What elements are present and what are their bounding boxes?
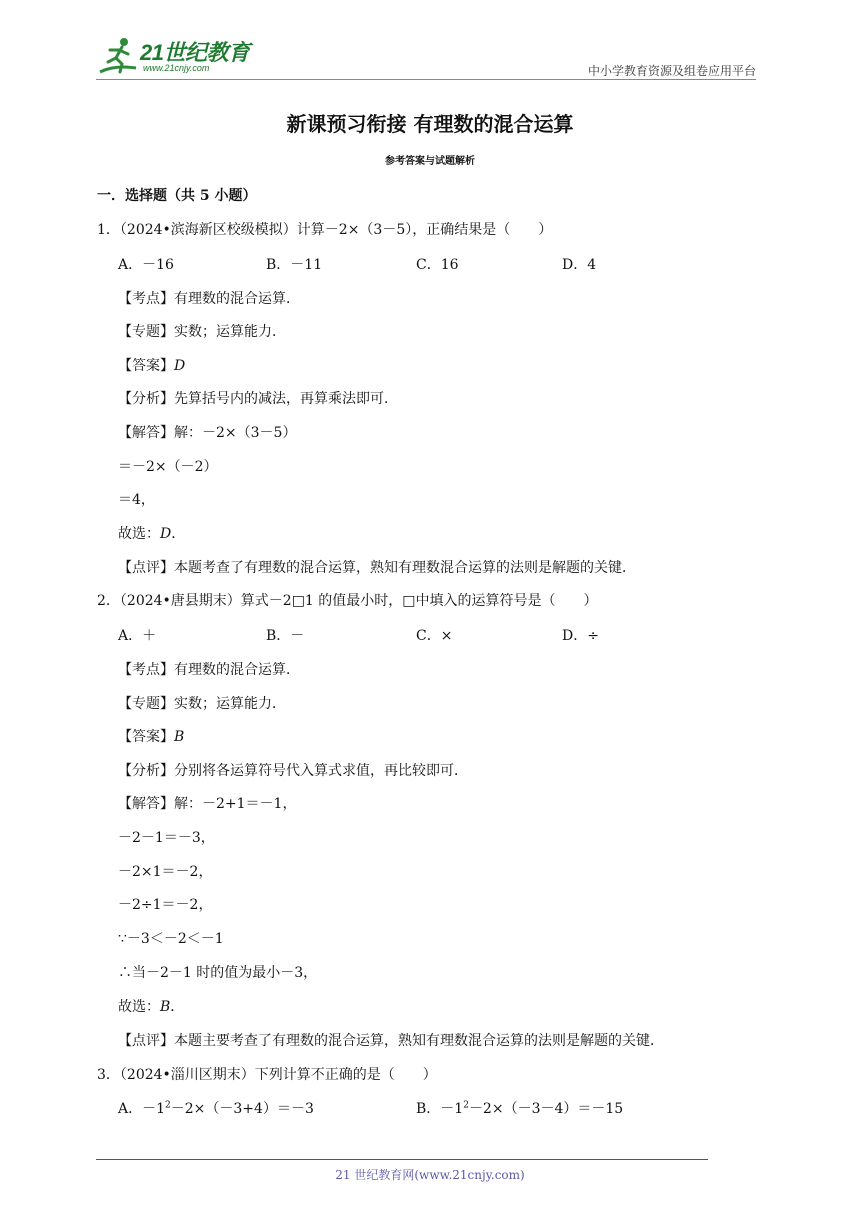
q1-option-a: A．－16 [118,257,174,273]
q1-zhuanti: 【专题】实数；运算能力． [118,324,286,340]
runner-logo-icon [96,34,140,78]
q1-step1: ＝－2×（－2） [118,459,218,475]
q2-choose [118,996,184,1016]
q1-option-d: D．4 [562,257,597,273]
q1-answer [118,355,185,375]
q3-option-b-pre: B．－1 [416,1101,464,1117]
header-platform-text: 中小学教育资源及组卷应用平台 [587,64,756,78]
q2-choose-end: ． [170,999,185,1015]
q3-option-a [118,1098,314,1118]
q1-dianping: 【点评】本题考查了有理数的混合运算，熟知有理数混合运算的法则是解题的关键． [118,560,636,576]
page-title: 新课预习衔接 有理数的混合运算 [286,112,574,136]
q3-option-b-exponent: 2 [463,1100,469,1111]
q1-choose-end: ． [171,526,186,542]
q2-option-b: B．－ [266,628,305,644]
q2-step4: ∵－3＜－2＜－1 [118,931,224,947]
page-subtitle: 参考答案与试题解析 [385,156,475,167]
q2-answer [118,726,184,746]
q1-answer-label: 【答案】 [118,358,174,374]
footer-link[interactable]: 21 世纪教育网(www.21cnjy.com) [335,1168,525,1182]
q3-option-a-exponent: 2 [165,1100,171,1111]
q2-step5: ∴当－2－1 时的值为最小－3， [118,965,318,981]
q2-choose-value: B [160,999,171,1015]
q3-option-b [416,1098,623,1118]
footer-divider [96,1159,708,1160]
q2-answer-label: 【答案】 [118,729,174,745]
q2-stem: 2．（2024•唐县期末）算式－2□1 的值最小时，□中填入的运算符号是（ ） [97,593,598,609]
q1-kaodian: 【考点】有理数的混合运算． [118,291,300,307]
q1-stem: 1．（2024•滨海新区校级模拟）计算－2×（3－5），正确结果是（ ） [97,222,553,238]
q3-stem: 3．（2024•淄川区期末）下列计算不正确的是（ ） [97,1067,437,1083]
q2-step1: －2－1＝－3， [118,830,215,846]
q2-zhuanti: 【专题】实数；运算能力． [118,696,286,712]
q2-jieda: 【解答】解：－2+1＝－1， [118,796,297,812]
q2-option-d: D．÷ [562,628,599,644]
q3-option-b-post: －2×（－3－4）＝－15 [468,1101,624,1117]
logo-url: www.21cnjy.com [143,63,210,73]
q3-option-a-post: －2×（－3+4）＝－3 [170,1101,314,1117]
q3-option-a-pre: A．－1 [118,1101,166,1117]
q2-step3: －2÷1＝－2， [118,897,213,913]
q2-choose-label: 故选： [118,999,160,1015]
q1-choose-label: 故选： [118,526,160,542]
q2-fenxi: 【分析】分别将各运算符号代入算式求值，再比较即可． [118,763,468,779]
q2-option-c: C．× [416,628,453,644]
header-divider [96,79,756,80]
site-logo [96,34,266,78]
q1-step2: ＝4， [118,492,155,508]
q2-dianping: 【点评】本题主要考查了有理数的混合运算，熟知有理数混合运算的法则是解题的关键． [118,1033,664,1049]
q2-kaodian: 【考点】有理数的混合运算． [118,662,300,678]
q1-choose-value: D [160,526,172,542]
q1-option-c: C．16 [416,257,459,273]
q1-fenxi: 【分析】先算括号内的减法，再算乘法即可． [118,391,398,407]
section-heading: 一．选择题（共 5 小题） [97,188,257,204]
q2-answer-value: B [174,729,185,745]
q1-jieda: 【解答】解：－2×（3－5） [118,425,297,441]
q2-option-a: A．＋ [118,628,157,644]
q1-answer-value: D [174,358,186,374]
logo-text: 21世纪教育 [140,40,250,65]
q1-option-b: B．－11 [266,257,323,273]
q2-step2: －2×1＝－2， [118,864,213,880]
q1-choose [118,523,185,543]
